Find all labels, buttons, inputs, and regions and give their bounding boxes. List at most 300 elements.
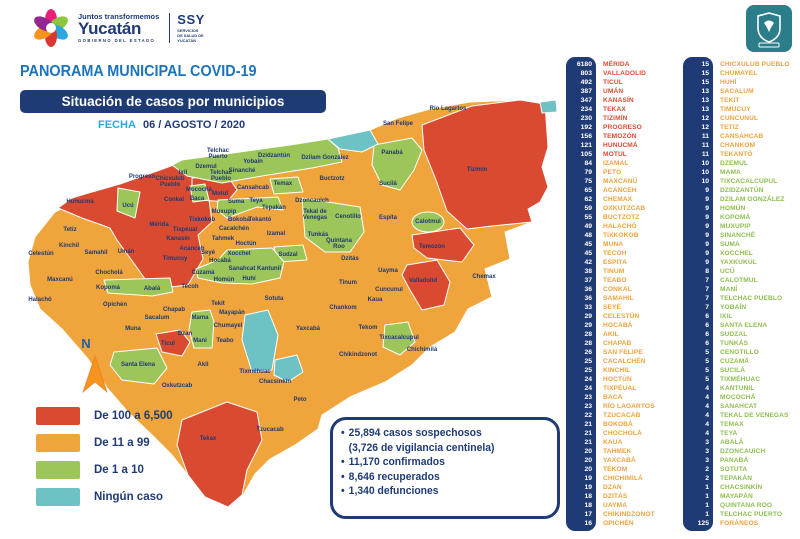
map-municipality-label: Valladolid xyxy=(408,278,438,284)
case-count: 5 xyxy=(705,358,709,365)
case-count: 10 xyxy=(701,160,709,167)
map-municipality-label: Akil xyxy=(197,362,209,368)
municipality-name: TIMUCUY xyxy=(720,106,751,113)
case-count: 6180 xyxy=(576,61,592,68)
municipality-row xyxy=(566,96,686,105)
municipality-row xyxy=(566,402,686,411)
map-municipality-label: Halachó xyxy=(28,297,52,303)
municipality-name: TICUL xyxy=(603,79,623,86)
municipality-name: SUMA xyxy=(720,241,740,248)
map-municipality-label: Uayma xyxy=(378,268,398,274)
municipality-name: SAMAHIL xyxy=(603,295,634,302)
municipality-row xyxy=(566,213,686,222)
municipality-row xyxy=(566,375,686,384)
map-municipality-label: Cuzamá xyxy=(191,270,215,276)
case-count: 234 xyxy=(580,106,592,113)
map-municipality-label: Huhí xyxy=(242,276,256,282)
municipality-name: YAXCABÁ xyxy=(603,457,636,464)
municipality-name: UMÁN xyxy=(603,88,624,95)
map-municipality-label: Santa Elena xyxy=(120,362,156,368)
municipality-row xyxy=(566,150,686,159)
case-count: 17 xyxy=(584,511,592,518)
municipality-row xyxy=(683,231,800,240)
case-count: 230 xyxy=(580,115,592,122)
municipality-row xyxy=(566,69,686,78)
municipality-name: SUDZAL xyxy=(720,331,748,338)
municipality-row xyxy=(683,303,800,312)
municipality-row xyxy=(683,78,800,87)
stat-line: (3,726 de vigilancia centinela) xyxy=(348,441,495,454)
map-municipality-label: Quintana Roo xyxy=(325,238,353,251)
municipality-row xyxy=(683,240,800,249)
ssy-sub-line2: DE SALUD DE xyxy=(177,32,204,38)
municipality-name: MÉRIDA xyxy=(603,61,630,68)
map-municipality-label: Progreso xyxy=(128,174,156,180)
case-count: 1 xyxy=(705,493,709,500)
municipality-row xyxy=(566,186,686,195)
municipality-row xyxy=(683,411,800,420)
case-count: 803 xyxy=(580,70,592,77)
map-municipality-label: Tekom xyxy=(358,325,378,331)
case-count: 23 xyxy=(584,403,592,410)
case-count: 10 xyxy=(701,178,709,185)
municipality-name: MOCOCHÁ xyxy=(720,394,756,401)
map-municipality-label: Chumayel xyxy=(213,323,243,329)
municipality-row xyxy=(683,375,800,384)
compass-letter: N xyxy=(81,336,91,351)
municipality-row xyxy=(683,132,800,141)
municipality-name: TETIZ xyxy=(720,124,739,131)
date-value: 06 / AGOSTO / 2020 xyxy=(142,119,246,131)
municipality-name: CACALCHÉN xyxy=(603,358,646,365)
case-count: 192 xyxy=(580,124,592,131)
case-count: 10 xyxy=(701,169,709,176)
case-count: 6 xyxy=(705,331,709,338)
yucatan-crest-badge xyxy=(746,5,792,52)
municipality-row xyxy=(683,510,800,519)
municipality-name: MAYAPÁN xyxy=(720,493,753,500)
map-municipality-label: Chikindzonot xyxy=(339,352,377,358)
municipality-name: TEMOZÓN xyxy=(603,133,637,140)
municipality-name: DZEMUL xyxy=(720,160,749,167)
page-subtitle: Situación de casos por municipios xyxy=(20,90,326,113)
municipality-name: HOCABÁ xyxy=(603,322,633,329)
logo-tagline: Juntos transformemos xyxy=(78,11,160,21)
map-municipality-label: Panabá xyxy=(381,150,403,156)
legend-swatch xyxy=(36,488,80,506)
municipality-name: TEKAX xyxy=(603,106,626,113)
map-municipality-label: Dzemul xyxy=(195,164,217,170)
municipality-name: ESPITA xyxy=(603,259,627,266)
ssy-acronym: SSY xyxy=(177,11,205,27)
case-count: 9 xyxy=(705,259,709,266)
map-municipality-label: Mérida xyxy=(149,222,169,228)
municipality-row xyxy=(683,114,800,123)
map-municipality-label: Temozón xyxy=(419,244,445,250)
map-municipality-label: Sacalum xyxy=(144,315,170,321)
case-count: 387 xyxy=(580,88,592,95)
map-municipality-label: Ixil xyxy=(178,170,188,176)
municipality-row xyxy=(683,519,800,528)
case-count: 62 xyxy=(584,196,592,203)
map-municipality-label: Cuncunul xyxy=(375,287,403,293)
municipality-name: BOKOBÁ xyxy=(603,421,633,428)
legend-item xyxy=(36,433,173,452)
case-count: 42 xyxy=(584,259,592,266)
municipality-row xyxy=(566,267,686,276)
municipality-row xyxy=(683,105,800,114)
municipality-name: TZUCACAB xyxy=(603,412,641,419)
case-count: 1 xyxy=(705,511,709,518)
municipality-name: TEPAKÁN xyxy=(720,475,753,482)
case-count: 7 xyxy=(705,277,709,284)
municipality-row xyxy=(566,312,686,321)
case-count: 4 xyxy=(705,385,709,392)
map-municipality-label: Xocchel xyxy=(227,251,251,257)
map-municipality-label: Sotuta xyxy=(264,296,284,302)
municipality-name: OXKUTZCAB xyxy=(603,205,646,212)
case-count: 4 xyxy=(705,403,709,410)
map-municipality-label: Tetiz xyxy=(63,227,77,233)
case-count: 156 xyxy=(580,133,592,140)
case-count: 24 xyxy=(584,385,592,392)
map-municipality-label: Teya xyxy=(249,198,263,204)
municipality-name: IZAMAL xyxy=(603,160,629,167)
municipality-row xyxy=(566,105,686,114)
map-municipality-label: Cansahcab xyxy=(236,185,270,191)
municipality-name: DZILAM GONZÁLEZ xyxy=(720,196,785,203)
municipality-name: CALOTMUL xyxy=(720,277,758,284)
ssy-sub-line1: SERVICIOS xyxy=(177,27,199,33)
municipality-name: IXIL xyxy=(720,313,733,320)
municipality-name: DZITÁS xyxy=(603,493,628,500)
map-municipality-label: Cacalchén xyxy=(218,226,250,232)
case-count: 5 xyxy=(705,376,709,383)
case-count: 7 xyxy=(705,295,709,302)
municipality-row xyxy=(683,483,800,492)
municipality-name: QUINTANA ROO xyxy=(720,502,773,509)
map-region-tekax xyxy=(177,402,262,507)
municipality-name: CHEMAX xyxy=(603,196,633,203)
case-count: 19 xyxy=(584,475,592,482)
case-count: 11 xyxy=(701,151,709,158)
ssy-sub-line3: YUCATÁN xyxy=(177,38,197,44)
legend-label: De 1 a 10 xyxy=(94,463,144,476)
municipality-row xyxy=(683,447,800,456)
municipality-name: TIXPÉUAL xyxy=(603,385,637,392)
municipality-row xyxy=(683,276,800,285)
municipality-row xyxy=(683,330,800,339)
page-title: PANORAMA MUNICIPAL COVID-19 xyxy=(20,63,257,80)
map-municipality-label: Dzan xyxy=(177,331,193,337)
shield-icon xyxy=(752,10,786,48)
municipality-row xyxy=(566,177,686,186)
case-count: 105 xyxy=(580,151,592,158)
map-municipality-label: Sudzal xyxy=(278,252,298,258)
municipality-name: UAYMA xyxy=(603,502,628,509)
case-count: 4 xyxy=(705,412,709,419)
municipality-name: PANABÁ xyxy=(720,457,749,464)
municipality-row xyxy=(566,195,686,204)
municipality-row xyxy=(566,357,686,366)
case-count: 26 xyxy=(584,349,592,356)
municipality-row xyxy=(566,339,686,348)
case-count: 65 xyxy=(584,187,592,194)
municipality-name: TEKAL DE VENEGAS xyxy=(720,412,789,419)
municipality-name: CHIKINDZONOT xyxy=(603,511,655,518)
municipality-name: HOCTÚN xyxy=(603,376,632,383)
case-count: 22 xyxy=(584,412,592,419)
case-count: 29 xyxy=(584,322,592,329)
legend-label: De 100 a 6,500 xyxy=(94,409,173,422)
municipality-name: KOPOMÁ xyxy=(720,214,751,221)
municipality-name: TIZIMÍN xyxy=(603,115,628,122)
municipality-row xyxy=(566,465,686,474)
map-municipality-label: Tinum xyxy=(339,280,357,286)
municipality-name: CELESTÚN xyxy=(603,313,640,320)
case-count: 79 xyxy=(584,169,592,176)
case-count: 4 xyxy=(705,430,709,437)
map-municipality-label: Muxupip xyxy=(211,209,237,215)
municipality-name: SACALUM xyxy=(720,88,754,95)
municipality-name: CHACSINKÍN xyxy=(720,484,763,491)
map-municipality-label: Baca xyxy=(189,196,205,202)
municipality-name: HUNUCMÁ xyxy=(603,142,638,149)
map-municipality-label: Tekit xyxy=(211,301,225,307)
municipality-name: ACANCEH xyxy=(603,187,637,194)
map-municipality-label: Chapab xyxy=(162,307,186,313)
map-municipality-label: Chankom xyxy=(329,305,357,311)
municipality-row xyxy=(683,339,800,348)
map-municipality-label: Oxkutzcab xyxy=(161,383,193,389)
municipality-row xyxy=(683,285,800,294)
case-count: 9 xyxy=(705,232,709,239)
map-municipality-label: Izamal xyxy=(266,231,286,237)
map-municipality-label: Chocholá xyxy=(95,270,123,276)
municipality-name: BUCTZOTZ xyxy=(603,214,640,221)
case-count: 9 xyxy=(705,196,709,203)
municipality-name: DZONCAUICH xyxy=(720,448,766,455)
municipality-row xyxy=(683,321,800,330)
municipality-row xyxy=(683,159,800,168)
case-count: 3 xyxy=(705,439,709,446)
municipality-row xyxy=(683,492,800,501)
municipality-row xyxy=(566,87,686,96)
case-count: 20 xyxy=(584,466,592,473)
map-municipality-label: Buctzotz xyxy=(319,176,345,182)
municipality-name: PETO xyxy=(603,169,622,176)
municipality-name: VALLADOLID xyxy=(603,70,646,77)
case-count: 29 xyxy=(584,313,592,320)
municipality-row xyxy=(566,276,686,285)
municipality-row xyxy=(683,213,800,222)
municipality-name: SINANCHÉ xyxy=(720,232,756,239)
municipality-row xyxy=(683,96,800,105)
municipality-row xyxy=(683,60,800,69)
municipality-row xyxy=(683,456,800,465)
municipality-name: UCÚ xyxy=(720,268,735,275)
case-count: 28 xyxy=(584,340,592,347)
legend-swatch xyxy=(36,461,80,479)
municipality-row xyxy=(566,222,686,231)
municipality-row xyxy=(566,429,686,438)
municipality-row xyxy=(683,366,800,375)
case-count: 11 xyxy=(701,133,709,140)
municipality-name: ABALÁ xyxy=(720,439,744,446)
case-count: 4 xyxy=(705,394,709,401)
map-municipality-label: Yobaín xyxy=(243,159,263,165)
case-count: 18 xyxy=(584,502,592,509)
municipality-column-1 xyxy=(566,60,686,528)
case-count: 3 xyxy=(705,457,709,464)
map-municipality-label: Tahmek xyxy=(211,236,235,242)
municipality-row xyxy=(566,384,686,393)
municipality-name: CHICHIMILÁ xyxy=(603,475,643,482)
map-municipality-label: Seyé xyxy=(200,250,216,256)
map-municipality-label: Hunucmá xyxy=(66,199,94,205)
municipality-name: BACA xyxy=(603,394,623,401)
legend-label: Ningún caso xyxy=(94,490,164,503)
case-count: 15 xyxy=(701,70,709,77)
municipality-row xyxy=(566,348,686,357)
date-label: FECHA xyxy=(98,119,136,131)
municipality-name: TAHMEK xyxy=(603,448,632,455)
map-municipality-label: Río Lagartos xyxy=(429,106,467,112)
case-count: 18 xyxy=(584,493,592,500)
map-municipality-label: Ticul xyxy=(161,341,175,347)
municipality-row xyxy=(683,87,800,96)
municipality-name: CHAPAB xyxy=(603,340,632,347)
municipality-row xyxy=(683,222,800,231)
case-count: 20 xyxy=(584,457,592,464)
municipality-row xyxy=(683,348,800,357)
map-municipality-label: Acanceh xyxy=(179,246,205,252)
map-municipality-label: Hoctún xyxy=(235,241,257,247)
municipality-name: AKIL xyxy=(603,331,619,338)
map-municipality-label: Homún xyxy=(213,277,235,283)
map-municipality-label: Yaxcabá xyxy=(295,326,321,332)
stat-line: • 8,646 recuperados xyxy=(341,470,440,483)
map-municipality-label: Cenotillo xyxy=(335,214,361,220)
case-count: 125 xyxy=(697,520,709,527)
case-count: 13 xyxy=(701,106,709,113)
case-count: 28 xyxy=(584,331,592,338)
map-municipality-label: Maní xyxy=(193,338,207,344)
case-count: 1 xyxy=(705,484,709,491)
municipality-name: PROGRESO xyxy=(603,124,642,131)
map-municipality-label: Tizimín xyxy=(466,167,488,173)
municipality-name: HOMÚN xyxy=(720,205,746,212)
municipality-row xyxy=(683,249,800,258)
municipality-name: XOCCHEL xyxy=(720,250,753,257)
municipality-row xyxy=(566,249,686,258)
municipality-name: CHANKOM xyxy=(720,142,756,149)
municipality-name: YOBAÍN xyxy=(720,304,747,311)
case-count: 347 xyxy=(580,97,592,104)
municipality-name: TEKANTÓ xyxy=(720,151,753,158)
map-municipality-label: Dzidzantún xyxy=(258,153,290,159)
case-count: 3 xyxy=(705,448,709,455)
map-municipality-label: Ucú xyxy=(122,203,134,209)
case-count: 4 xyxy=(705,421,709,428)
map-municipality-label: Muna xyxy=(125,326,141,332)
municipality-name: TECOH xyxy=(603,250,627,257)
municipality-column-2 xyxy=(683,60,800,528)
municipality-row xyxy=(683,429,800,438)
map-municipality-label: Mocochá xyxy=(185,187,213,193)
municipality-name: CUZAMÁ xyxy=(720,358,750,365)
municipality-row xyxy=(683,150,800,159)
municipality-name: YAXKUKUL xyxy=(720,259,757,266)
municipality-row xyxy=(566,60,686,69)
municipality-name: TEKOM xyxy=(603,466,628,473)
municipality-name: DZIDZANTÚN xyxy=(720,187,764,194)
case-count: 5 xyxy=(705,367,709,374)
municipality-name: MAMA xyxy=(720,169,741,176)
logo-divider xyxy=(169,13,170,43)
legend-item xyxy=(36,487,173,506)
map-municipality-label: Espita xyxy=(378,215,398,221)
map-legend xyxy=(36,406,173,514)
municipality-row xyxy=(683,123,800,132)
case-count: 19 xyxy=(584,484,592,491)
map-municipality-label: Tunkás xyxy=(307,232,329,238)
map-region-ne-corner xyxy=(540,100,557,113)
case-count: 7 xyxy=(705,304,709,311)
municipality-name: TIXMÉHUAC xyxy=(720,376,761,383)
map-municipality-label: Tixméhuac xyxy=(239,369,271,375)
map-municipality-label: Dzoncauich xyxy=(295,198,329,204)
municipality-row xyxy=(566,168,686,177)
map-municipality-label: Samahil xyxy=(84,250,108,256)
municipality-row xyxy=(566,411,686,420)
municipality-row xyxy=(566,330,686,339)
municipality-name: MAXCANÚ xyxy=(603,178,638,185)
map-municipality-label: Bokobá xyxy=(227,217,251,223)
municipality-row xyxy=(683,312,800,321)
stat-line: • 25,894 casos sospechosos xyxy=(341,427,482,439)
case-count: 23 xyxy=(584,394,592,401)
municipality-row xyxy=(683,474,800,483)
municipality-row xyxy=(683,357,800,366)
municipality-name: TIXKOKOB xyxy=(603,232,639,239)
municipality-name: RÍO LAGARTOS xyxy=(603,403,655,410)
map-municipality-label: Tekax xyxy=(199,436,217,442)
municipality-row xyxy=(683,186,800,195)
stat-line: • 11,170 confirmados xyxy=(341,456,445,469)
case-count: 9 xyxy=(705,205,709,212)
municipality-row xyxy=(566,141,686,150)
case-count: 15 xyxy=(701,79,709,86)
case-count: 75 xyxy=(584,178,592,185)
case-count: 15 xyxy=(701,61,709,68)
municipality-row xyxy=(566,123,686,132)
case-count: 1 xyxy=(705,502,709,509)
municipality-row xyxy=(566,420,686,429)
case-count: 6 xyxy=(705,322,709,329)
municipality-name: SUCILÁ xyxy=(720,367,746,374)
map-municipality-label: Abalá xyxy=(143,286,161,292)
map-municipality-label: Tzucacab xyxy=(256,427,284,433)
case-count: 36 xyxy=(584,295,592,302)
municipality-name: HALACHÓ xyxy=(603,223,637,230)
municipality-name: SOTUTA xyxy=(720,466,748,473)
case-count: 59 xyxy=(584,205,592,212)
municipality-row xyxy=(683,465,800,474)
map-municipality-label: Opichén xyxy=(102,302,128,308)
map-municipality-label: Mama xyxy=(191,315,209,321)
map-municipality-label: Conkal xyxy=(163,197,185,203)
